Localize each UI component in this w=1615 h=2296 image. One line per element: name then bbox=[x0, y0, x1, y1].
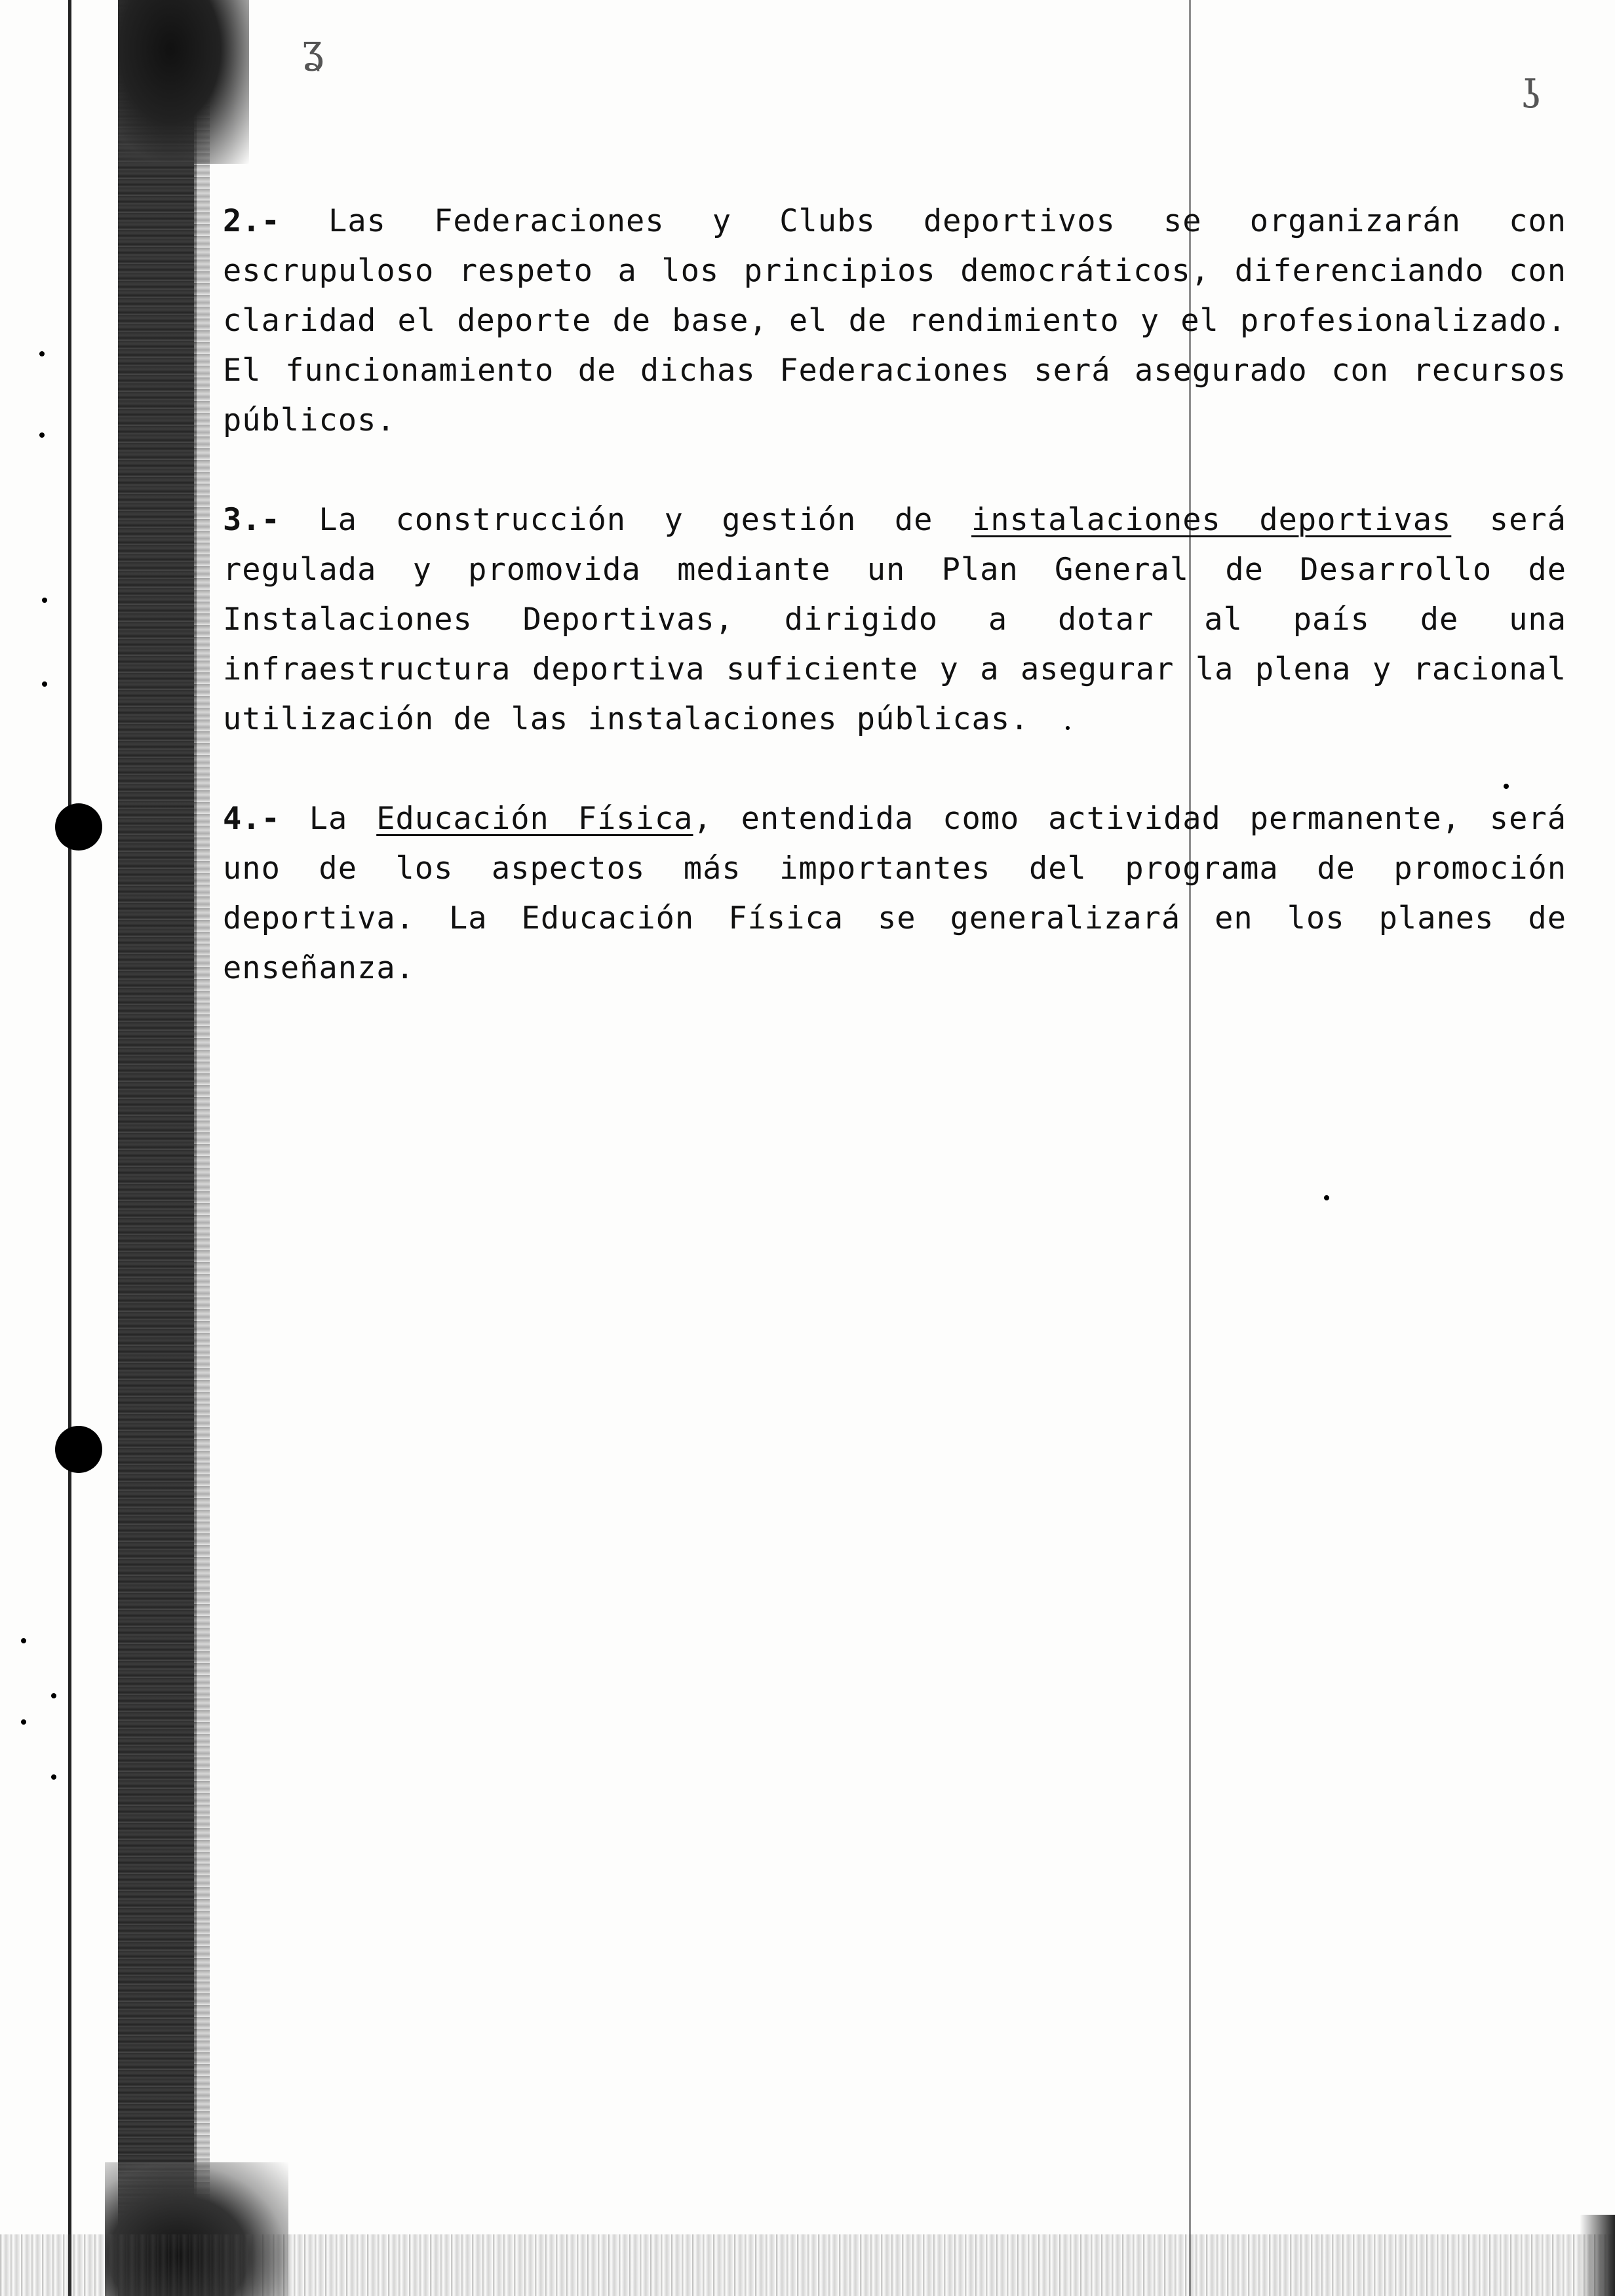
paragraph-number: 2.- bbox=[223, 203, 281, 239]
paragraph-2 bbox=[223, 197, 1566, 446]
speck bbox=[42, 681, 47, 687]
paragraph-text: será regulada y promovida mediante un Plan General de Desarrollo de Instalaciones Deportivas, dirigido a dotar al país de una infraestructura deportiva suficiente y a asegurar la plena y racional utilización de las instalaciones públicas. bbox=[223, 502, 1566, 737]
margin-scribble: ʓ bbox=[302, 26, 324, 72]
binding-shadow bbox=[118, 0, 197, 2296]
binding-fringe bbox=[194, 0, 210, 2296]
speck bbox=[39, 432, 45, 438]
paragraph-text: La bbox=[280, 801, 377, 837]
right-edge-noise bbox=[1580, 2215, 1615, 2296]
speck bbox=[39, 351, 45, 356]
punch-hole-top bbox=[55, 803, 102, 851]
speck bbox=[51, 1693, 56, 1698]
bottom-edge-noise bbox=[0, 2234, 1615, 2296]
binding-top-smudge bbox=[118, 0, 249, 164]
body-text bbox=[223, 197, 1566, 1043]
punch-hole-bottom bbox=[55, 1426, 102, 1473]
paragraph-text: La construcción y gestión de bbox=[280, 502, 971, 538]
underlined-phrase: instalaciones deportivas bbox=[971, 502, 1452, 538]
speck bbox=[1324, 1195, 1329, 1200]
speck bbox=[51, 1774, 56, 1780]
speck bbox=[42, 598, 47, 603]
speck bbox=[21, 1719, 26, 1725]
binding-thin-line bbox=[68, 0, 71, 2296]
paragraph-text: , entendida como actividad permanente, será uno de los aspectos más importantes del programa de promoción deportiva. La Educación Física se generalizará en los planes de enseñanza. bbox=[223, 801, 1566, 986]
paragraph-text: Las Federaciones y Clubs deportivos se organizarán con escrupuloso respeto a los principios democráticos, diferenciando con claridad el deporte de base, el de rendimiento y el profesionalizado. El funcionamiento de dichas Federaciones será asegurado con recursos públicos. bbox=[223, 203, 1566, 438]
paragraph-number: 3.- bbox=[223, 502, 281, 538]
paragraph-number: 4.- bbox=[223, 801, 281, 837]
underlined-phrase: Educación Física bbox=[376, 801, 693, 837]
paragraph-3 bbox=[223, 495, 1566, 744]
margin-scribble: ʖ bbox=[1521, 72, 1542, 118]
speck bbox=[21, 1638, 26, 1643]
paragraph-4 bbox=[223, 794, 1566, 993]
